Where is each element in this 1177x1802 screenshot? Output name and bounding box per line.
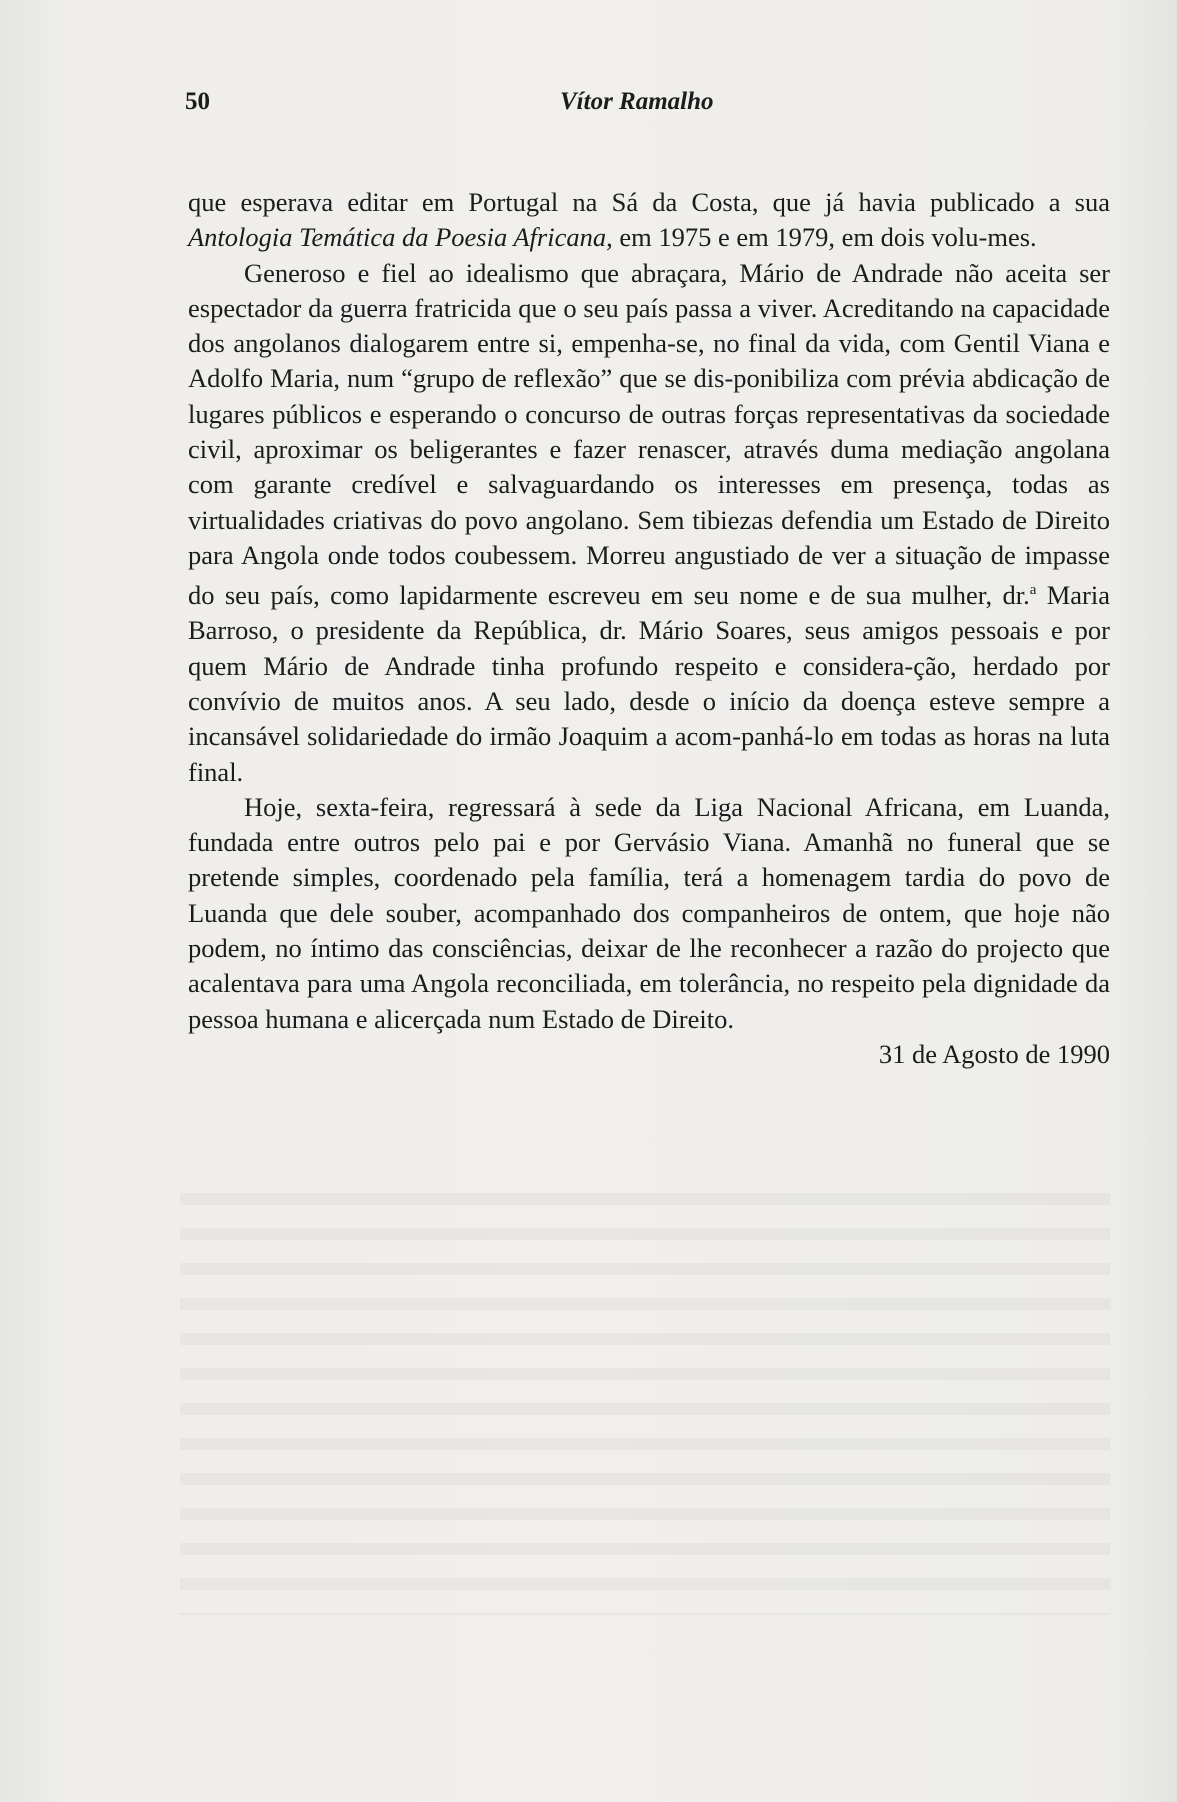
book-title: Antologia Temática da Poesia Africana — [188, 222, 607, 253]
paragraph-1 — [188, 185, 1110, 256]
dateline: 31 de Agosto de 1990 — [878, 1038, 1110, 1069]
running-head-author: Vítor Ramalho — [560, 88, 714, 115]
paragraph-1-text: que esperava editar em Portugal na Sá da Costa, que já havia publicado a sua — [188, 187, 1110, 217]
paragraph-2-text: Generoso e fiel ao idealismo que abraçara, Mário de Andrade não aceita ser espectador da guerra fratricida que o seu país passa a viver. Acreditando na capacidade dos angolanos dialogarem entre si, empenha-se, no final da vida, com Gentil Viana e Adolfo Maria, num “grupo de reflexão” que se dis-ponibiliza com prévia abdicação de lugares públicos e esperando o concurso de outras forças representativas da sociedade civil, aproximar os beligerantes e fazer renascer, através duma mediação angolana com garante credível e salvaguardando os interesses em presença, todas as virtualidades criativas do povo angolano. Sem tibiezas defendia um Estado de Direito para Angola onde todos coubessem. Morreu angustiado de ver a situação de impasse do seu país, como lapidarmente escreveu em seu nome e de sua mulher, dr. — [188, 257, 1110, 611]
paragraph-1-text-end: , em 1975 e em 1979, em dois volu-mes. — [606, 222, 1037, 253]
paragraph-2-text-end: Maria Barroso, o presidente da República, dr. Mário Soares, seus amigos pessoais e por quem Mário de Andrade tinha profundo respeito e considera-ção, herdado por convívio de muitos anos. A seu lado, desde o início da doença esteve sempre a incansável solidariedade do irmão Joaquim a acom-panhá-lo em todas as horas na luta final. — [188, 580, 1111, 787]
page-number: 50 — [185, 88, 210, 115]
paragraph-2 — [188, 256, 1110, 790]
paragraph-3: Hoje, sexta-feira, regressará à sede da Liga Nacional Africana, em Luanda, fundada entre outros pelo pai e por Gervásio Viana. Amanhã no funeral que se pretende simples, coordenado pela família, terá a homenagem tardia do povo de Luanda que dele souber, acompanhado dos companheiros de ontem, que hoje não podem, no íntimo das consciências, deixar de lhe reconhecer a razão do projecto que acalentava para uma Angola reconciliada, em tolerância, no respeito pela dignidade da pessoa humana e alicerçada num Estado de Direito. — [188, 791, 1110, 1034]
show-through-text — [180, 1175, 1110, 1615]
ordinal-superscript: a — [1029, 582, 1037, 599]
page-header — [185, 88, 1115, 124]
body-text — [188, 185, 1110, 1072]
